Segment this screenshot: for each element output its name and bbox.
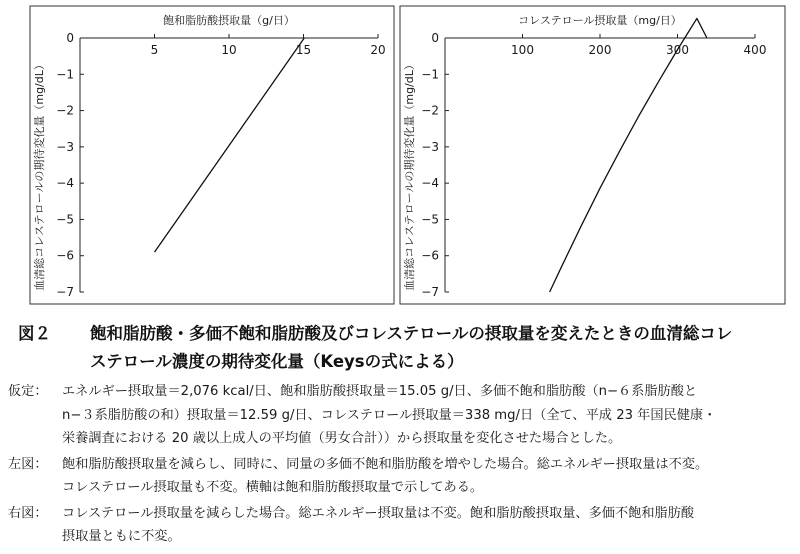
x-tick-label: 20 xyxy=(370,43,386,57)
note-label: 右図： xyxy=(8,505,48,521)
y-tick-label: −6 xyxy=(421,248,439,263)
note-line: エネルギー摂取量＝2,076 kcal/日、飽和脂肪酸摂取量＝15.05 g/日、多価不飽和脂肪酸（n−６系脂肪酸と xyxy=(62,384,698,399)
note-line: コレステロール摂取量も不変。横軸は飽和脂肪酸摂取量で示してある。 xyxy=(62,480,484,495)
y-tick-label: −4 xyxy=(56,176,74,191)
note-label: 仮定： xyxy=(8,384,48,399)
x-tick-label: 10 xyxy=(221,43,237,57)
y-tick-label: −1 xyxy=(421,67,439,82)
x-tick-label: 15 xyxy=(295,43,312,57)
note-line: 飽和脂肪酸摂取量を減らし、同時に、同量の多価不飽和脂肪酸を増やした場合。総エネルギー摂取量は不変。 xyxy=(62,456,709,472)
chart-title: 飽和脂肪酸摂取量（g/日） xyxy=(163,14,295,27)
x-tick-label: 400 xyxy=(743,43,767,57)
y-tick-label: −5 xyxy=(421,212,439,227)
figure-title-line1: 飽和脂肪酸・多価不飽和脂肪酸及びコレステロールの摂取量を変えたときの血清総コレ xyxy=(90,324,733,343)
note-line: コレステロール摂取量を減らした場合。総エネルギー摂取量は不変。飽和脂肪酸摂取量、多価不飽和脂肪酸 xyxy=(62,505,695,521)
y-tick-label: −3 xyxy=(421,139,439,154)
note-body xyxy=(62,453,798,500)
note-label: 左図： xyxy=(8,456,48,472)
y-axis-label: 血清総コレステロールの期待変化量（mg/dL） xyxy=(33,59,46,291)
series-line xyxy=(550,18,707,292)
note-line: 栄養調査における 20 歳以上成人の平均値（男女合計））から摂取量を変化させた場合とした。 xyxy=(62,431,622,446)
left-chart-panel xyxy=(30,0,395,310)
y-tick-label: −1 xyxy=(56,67,74,82)
y-tick-label: −7 xyxy=(56,285,74,299)
right-chart xyxy=(400,0,790,310)
figure-caption xyxy=(18,320,798,376)
y-axis-label: 血清総コレステロールの期待変化量（mg/dL） xyxy=(403,59,416,291)
y-tick-label: −4 xyxy=(421,176,439,191)
y-tick-label: −2 xyxy=(56,103,74,118)
x-tick-label: 100 xyxy=(511,43,534,57)
y-tick-label: −6 xyxy=(56,248,74,263)
x-tick-label: 200 xyxy=(588,43,612,57)
y-tick-label: −7 xyxy=(421,285,439,299)
figure-notes xyxy=(8,380,798,551)
y-tick-label: −5 xyxy=(56,212,74,227)
chart-frame xyxy=(30,6,394,304)
series-line xyxy=(155,38,305,252)
note-left-figure xyxy=(8,453,798,500)
right-chart-panel xyxy=(400,0,790,310)
x-tick-label: 300 xyxy=(666,43,689,57)
y-tick-label: −3 xyxy=(56,139,74,154)
x-tick-label: 5 xyxy=(150,43,159,57)
figure-number: 図２ xyxy=(18,324,51,343)
left-chart xyxy=(30,0,395,310)
note-line: n−３系脂肪酸の和）摂取量＝12.59 g/日、コレステロール摂取量＝338 mg/日（全て、平成 23 年国民健康・ xyxy=(62,407,717,423)
y-tick-label: 0 xyxy=(431,31,439,45)
figure-title-line2: ステロール濃度の期待変化量（Keysの式による） xyxy=(90,352,464,371)
note-body xyxy=(62,502,798,549)
note-assumption xyxy=(8,380,798,451)
note-body xyxy=(62,380,798,451)
chart-title: コレステロール摂取量（mg/日） xyxy=(518,14,682,27)
note-line: 摂取量ともに不変。 xyxy=(62,529,181,544)
y-tick-label: 0 xyxy=(66,31,74,45)
y-tick-label: −2 xyxy=(421,103,439,118)
note-right-figure xyxy=(8,502,798,549)
